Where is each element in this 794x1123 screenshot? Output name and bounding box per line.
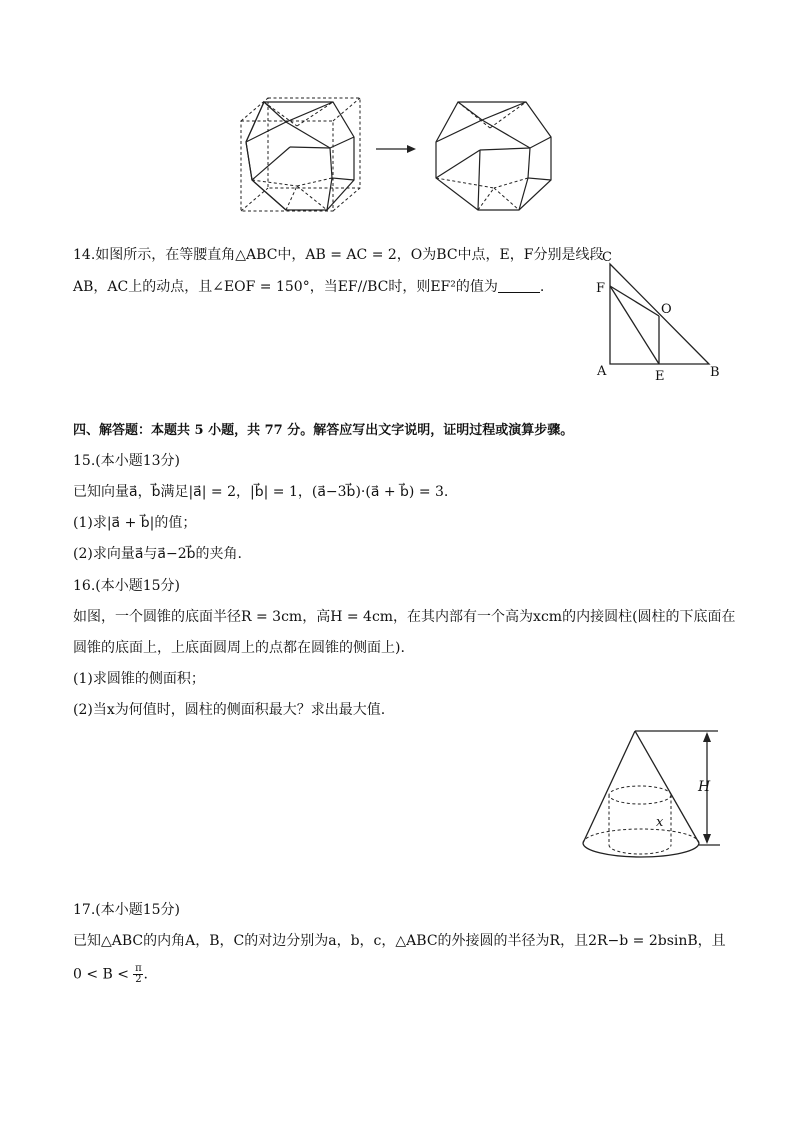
pi-over-2-fraction: [133, 964, 143, 985]
q16-part2: (2)当x为何值时，圆柱的侧面积最大？求出最大值.: [73, 702, 386, 718]
label-O: O: [661, 302, 672, 317]
section-title: 四、解答题：本题共 5 小题，共 77 分。解答应写出文字说明，证明过程或演算步骤。: [73, 423, 574, 438]
answer-blank[interactable]: [498, 278, 540, 293]
q17-head: 17.(本小题15分): [73, 902, 181, 918]
q17-period: .: [143, 966, 148, 983]
label-B: B: [710, 365, 720, 380]
label-H: H: [698, 779, 711, 795]
cone-cylinder-figure: [575, 725, 725, 865]
triangle-abc-figure: [590, 245, 730, 385]
q15-stem: 已知向量a⃗，b⃗满足|a⃗| = 2，|b⃗| = 1，(a⃗−3b⃗)·(a⃗ + b⃗) = 3.: [73, 484, 449, 500]
q15-part1: (1)求|a⃗ + b⃗|的值；: [73, 515, 197, 531]
q17-stem-line2: [73, 964, 148, 985]
label-F: F: [596, 281, 606, 296]
fraction-numerator: π: [135, 963, 142, 974]
q16-part1: (1)求圆锥的侧面积；: [73, 671, 205, 687]
q14-line2: [73, 277, 544, 297]
q16-stem-line1: 如图，一个圆锥的底面半径R = 3cm，高H = 4cm，在其内部有一个高为xcm的内接圆柱(圆柱的下底面在: [73, 609, 736, 625]
label-A: A: [597, 364, 607, 379]
cube-to-polyhedron-figure: [230, 92, 570, 217]
q16-head: 16.(本小题15分): [73, 578, 181, 594]
q17-inequality: 0 < B <: [73, 966, 130, 983]
label-C: C: [602, 250, 612, 265]
fraction-denominator: 2: [135, 974, 142, 985]
label-x: x: [656, 815, 664, 830]
q16-stem-line2: 圆锥的底面上，上底面圆周上的点都在圆锥的侧面上).: [73, 640, 405, 656]
q14-line1: 14.如图所示，在等腰直角△ABC中，AB = AC = 2，O为BC中点，E，F分别是线段: [73, 247, 604, 263]
q15-part2: (2)求向量a⃗与a⃗−2b⃗的夹角.: [73, 546, 242, 562]
q14-line2-text: AB，AC上的动点，且∠EOF = 150°，当EF//BC时，则EF²的值为: [73, 279, 498, 295]
q15-head: 15.(本小题13分): [73, 453, 181, 469]
right-arrow-icon: [376, 145, 416, 153]
q17-stem-line1: 已知△ABC的内角A，B，C的对边分别为a，b，c，△ABC的外接圆的半径为R，且2R−b = 2bsinB，且: [73, 933, 726, 949]
label-E: E: [655, 369, 665, 384]
q14-period: .: [539, 279, 545, 295]
